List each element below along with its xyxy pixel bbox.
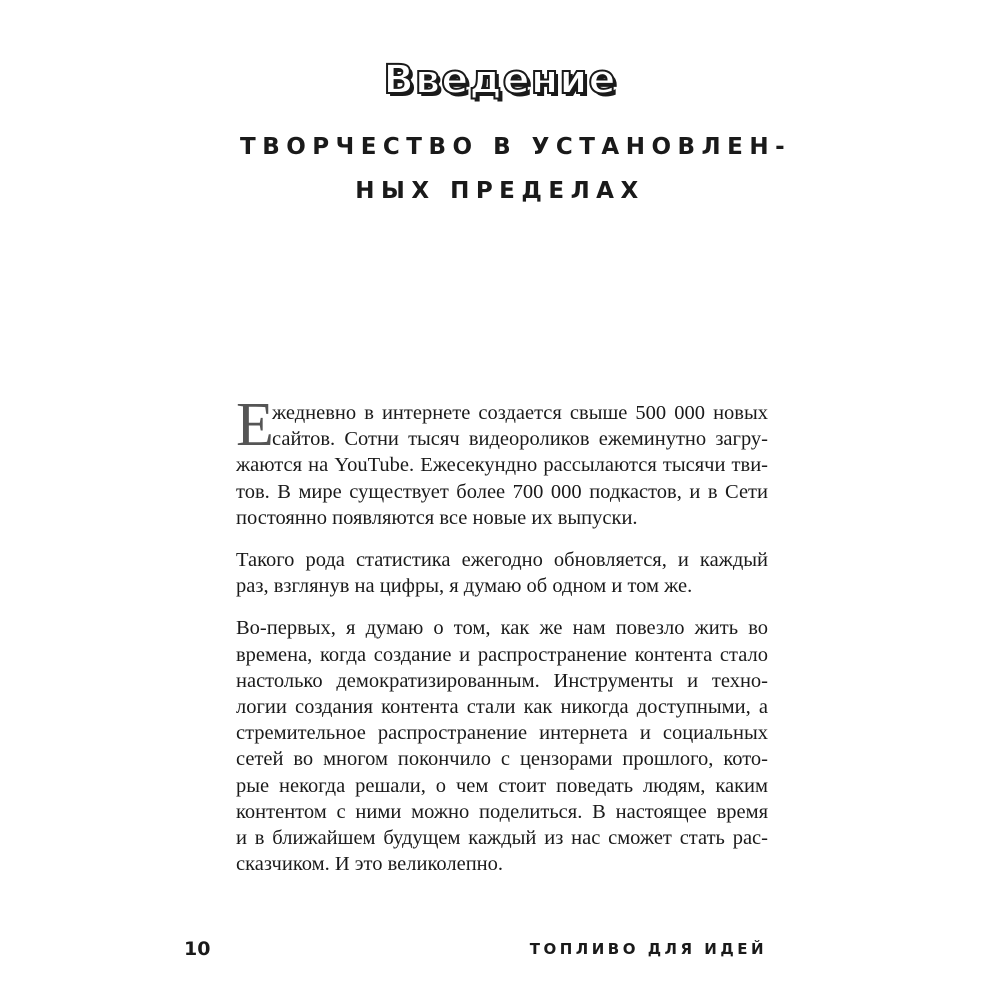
text-line: тов. В мире существует более 700 000 подкастов, и в Сети [236, 480, 768, 503]
paragraph [236, 615, 768, 877]
paragraph [236, 391, 768, 531]
text-line: логии создания контента стали как никогда доступными, а [236, 696, 768, 719]
text-line: раз, взглянув на цифры, я думаю об одном и том же. [236, 575, 693, 598]
text-line: Такого рода статистика ежегодно обновляется, и каждый [236, 549, 768, 572]
chapter-subtitle-line: ТВОРЧЕСТВО В УСТАНОВЛЕН- [240, 134, 792, 160]
text-line: рые некогда решали, о чем стоит поведать людям, каким [236, 774, 768, 797]
chapter-title: Введение [383, 57, 617, 103]
text-line: контентом с ними можно поделиться. В настоящее время [236, 800, 768, 823]
running-title: ТОПЛИВО ДЛЯ ИДЕЙ [529, 940, 767, 958]
text-line: сказчиком. И это великолепно. [236, 853, 504, 876]
text-line: Во-первых, я думаю о том, как же нам повезло жить во [236, 617, 768, 640]
text-line: времена, когда создание и распространение контента стало [236, 643, 768, 666]
text-line: жедневно в интернете создается свыше 500 000 новых [272, 402, 768, 424]
text-line: постоянно появляются все новые их выпуски. [236, 506, 638, 529]
text-line: и в ближайшем будущем каждый из нас сможет стать рас- [236, 827, 768, 850]
body-text [236, 391, 768, 893]
text-line: настолько демократизированным. Инструменты и техно- [236, 669, 768, 692]
chapter-subtitle-line: НЫХ ПРЕДЕЛАХ [355, 178, 645, 204]
text-line: жаются на YouTube. Ежесекундно рассылаются тысячи тви- [236, 454, 768, 477]
drop-cap: Е [236, 391, 274, 459]
text-line: сайтов. Сотни тысяч видеороликов ежеминутно загру- [272, 428, 768, 451]
paragraph [236, 547, 768, 599]
chapter-subtitle [240, 125, 792, 213]
page-number: 10 [184, 938, 211, 960]
text-line: сетей во многом покончило с цензорами прошлого, кото- [236, 748, 768, 771]
text-line: стремительное распространение интернета и социальных [236, 722, 768, 745]
